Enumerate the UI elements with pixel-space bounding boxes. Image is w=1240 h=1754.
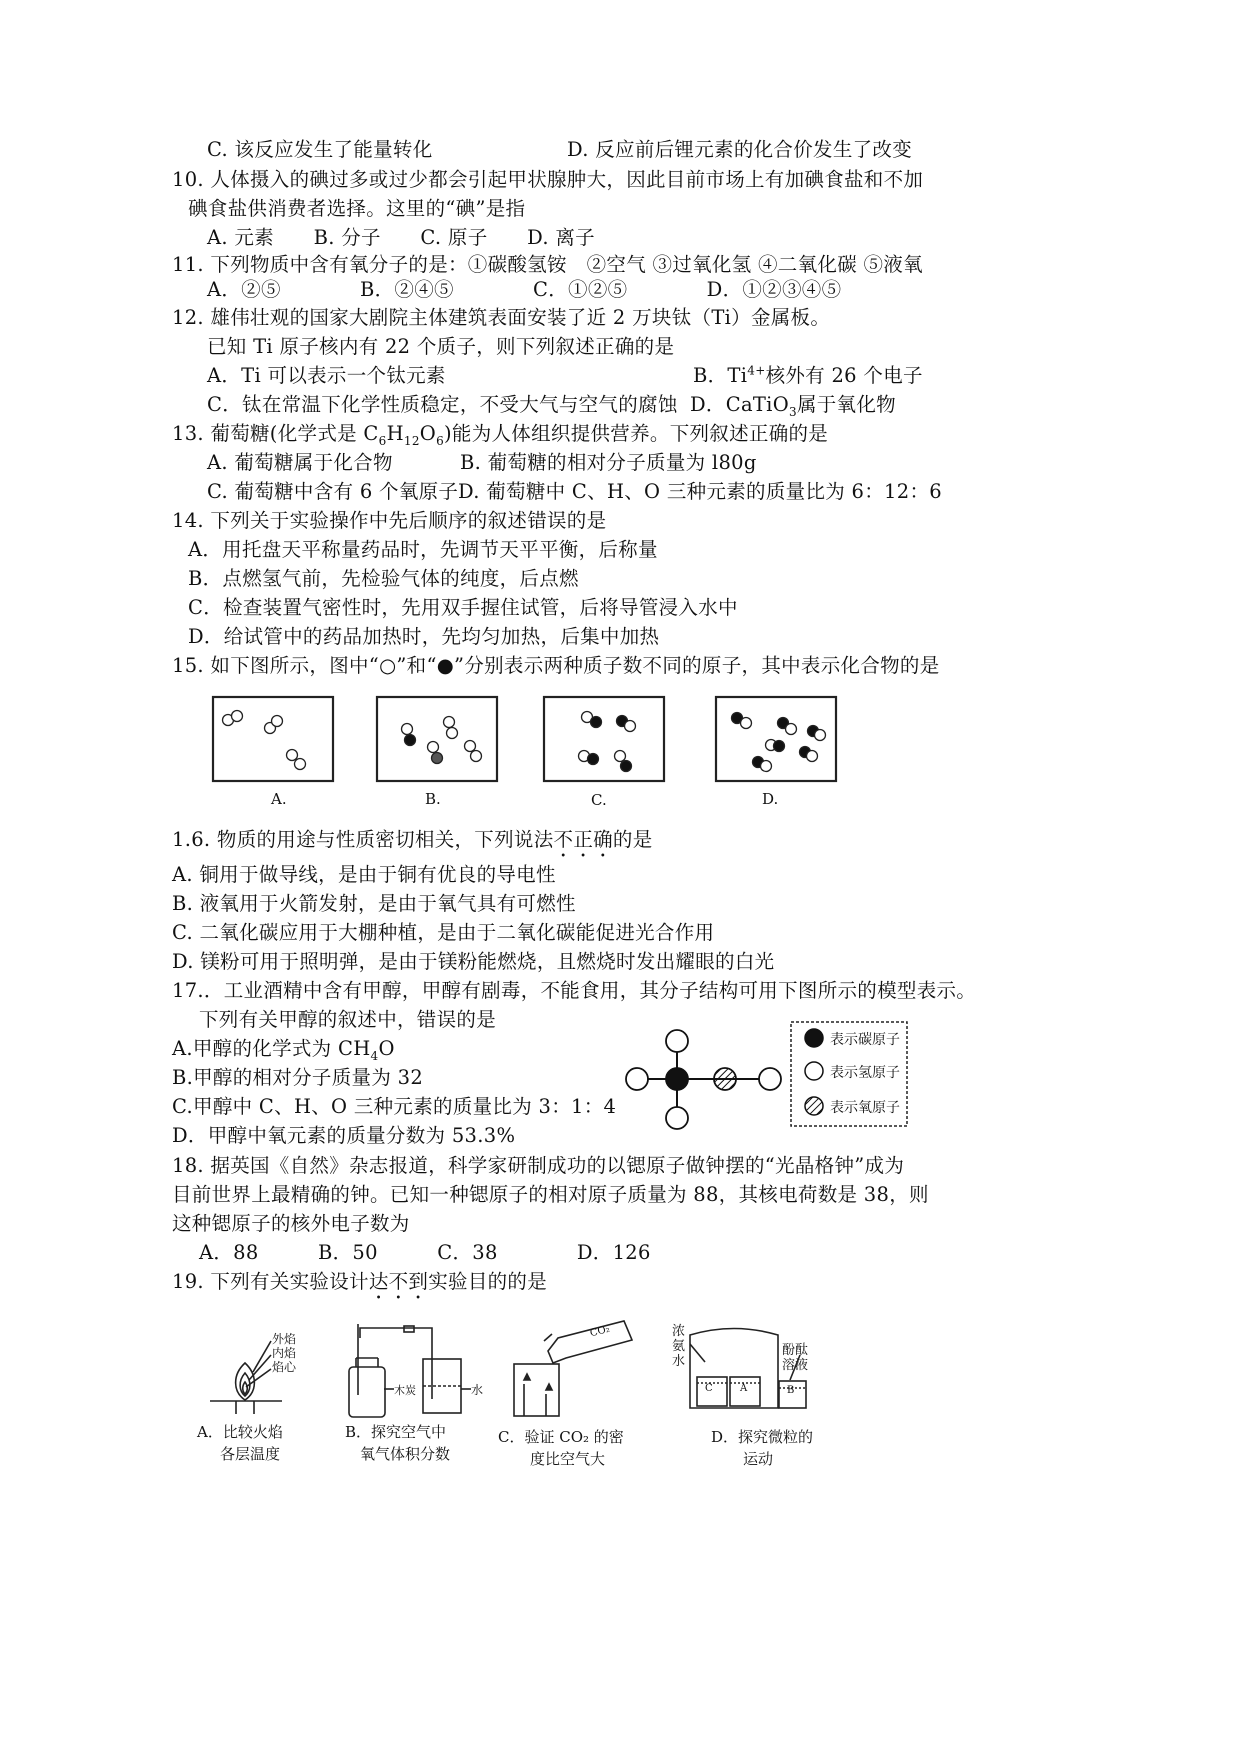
- q19-caption-a-line2: 各层温度: [220, 1445, 281, 1463]
- q19-a-core-label: 焰心: [272, 1360, 297, 1374]
- q18-stem-line3: 这种锶原子的核外电子数为: [172, 1212, 410, 1235]
- q12-option-d: D．CaTiO$_3$属于氧化物: [690, 393, 896, 419]
- legend-oxygen-label: 表示氧原子: [830, 1100, 900, 1116]
- q19-a-outer-flame-label: 外焰: [272, 1332, 297, 1346]
- q19-stem: 19. 下列有关实验设计达不到实验目的的是: [172, 1270, 548, 1293]
- q16-option-b: B. 液氧用于火箭发射，是由于氧气具有可燃性: [172, 892, 576, 915]
- q19-caption-d-line1: D．探究微粒的: [711, 1428, 814, 1446]
- q19-d-beaker-c-label: C: [705, 1383, 713, 1394]
- q19-a-inner-flame-label: 内焰: [272, 1346, 297, 1360]
- q19-b-water-label: 水: [471, 1383, 484, 1397]
- legend-hydrogen-label: 表示氢原子: [830, 1065, 900, 1081]
- q14-stem: 14. 下列关于实验操作中先后顺序的叙述错误的是: [172, 509, 607, 532]
- q15-stem: 15. 如下图所示，图中“○”和“●”分别表示两种质子数不同的原子，其中表示化合物的是: [172, 654, 940, 677]
- q19-d-beaker-a-label: A: [740, 1383, 748, 1394]
- q17-stem-line1: 17.．工业酒精中含有甲醇，甲醇有剧毒，不能食用，其分子结构可用下图所示的模型表示。: [172, 979, 977, 1002]
- q17-option-c: C.甲醇中 C、H、O 三种元素的质量比为 3：1：4: [172, 1095, 617, 1118]
- q15-label-a: A.: [271, 790, 287, 808]
- q12-stem-line1: 12. 雄伟壮观的国家大剧院主体建筑表面安装了近 2 万块钛（Ti）金属板。: [172, 306, 831, 329]
- q16-stem: 1.6. 物质的用途与性质密切相关，下列说法不正确的是: [172, 828, 653, 851]
- q12-option-c: C．钛在常温下化学性质稳定，不受大气与空气的腐蚀: [207, 393, 678, 416]
- q19-c-apparatus: [514, 1321, 632, 1416]
- q19-d-ammonia-label: 浓 氨 水: [672, 1324, 686, 1369]
- q17-stem-line2: 下列有关甲醇的叙述中，错误的是: [199, 1008, 497, 1031]
- q10-options: A. 元素 B. 分子 C. 原子 D. 离子: [207, 226, 595, 249]
- q13-option-a: A. 葡萄糖属于化合物: [207, 451, 393, 474]
- q9-option-d: D. 反应前后锂元素的化合价发生了改变: [567, 138, 913, 161]
- q12-option-b: B．$Ti^{4+}$核外有 26 个电子: [693, 363, 923, 387]
- q19-caption-b-line2: 氧气体积分数: [360, 1445, 451, 1463]
- q13-option-b: B. 葡萄糖的相对分子质量为 l80g: [460, 451, 757, 474]
- q14-option-b: B．点燃氢气前，先检验气体的纯度，后点燃: [188, 567, 579, 590]
- q9-option-c: C. 该反应发生了能量转化: [207, 138, 433, 161]
- q17-option-d: D．甲醇中氧元素的质量分数为 53.3%: [172, 1124, 516, 1147]
- q12-stem-line2: 已知 Ti 原子核内有 22 个质子，则下列叙述正确的是: [207, 335, 675, 358]
- q15-label-b: B.: [425, 790, 441, 808]
- q10-stem-line1: 10. 人体摄入的碘过多或过少都会引起甲状腺肿大，因此目前市场上有加碘食盐和不加: [172, 168, 924, 191]
- q19-caption-c-line2: 度比空气大: [530, 1450, 606, 1468]
- q13-option-c: C. 葡萄糖中含有 6 个氧原子: [207, 480, 459, 503]
- q19-caption-c-line1: C．验证 CO₂ 的密: [498, 1428, 624, 1446]
- q14-option-a: A．用托盘天平称量药品时，先调节天平平衡，后称量: [188, 538, 658, 561]
- legend-carbon-label: 表示碳原子: [830, 1032, 900, 1048]
- q19-b-charcoal-label: 木炭: [394, 1384, 416, 1397]
- q18-stem-line2: 目前世界上最精确的钟。已知一种锶原子的相对原子质量为 88，其核电荷数是 38，则: [172, 1183, 929, 1206]
- q19-d-phenolphthalein-label: 酚酞 溶液: [782, 1343, 809, 1373]
- q19-b-apparatus: [349, 1324, 471, 1417]
- q16-option-c: C. 二氧化碳应用于大棚种植，是由于二氧化碳能促进光合作用: [172, 921, 715, 944]
- q11-options: A．②⑤ B．②④⑤ C．①②⑤ D．①②③④⑤: [207, 278, 842, 301]
- q14-option-d: D．给试管中的药品加热时，先均匀加热，后集中加热: [188, 625, 660, 648]
- q11-stem: 11. 下列物质中含有氧分子的是：①碳酸氢铵 ②空气 ③过氧化氢 ④二氧化碳 ⑤液氧: [172, 253, 923, 276]
- q19-d-beaker-b-label: B: [787, 1385, 795, 1396]
- q10-stem-line2: 碘食盐供消费者选择。这里的“碘”是指: [188, 197, 526, 220]
- q14-option-c: C．检查装置气密性时，先用双手握住试管，后将导管浸入水中: [188, 596, 738, 619]
- q19-c-co2-label: CO₂: [588, 1323, 611, 1340]
- q18-stem-line1: 18. 据英国《自然》杂志报道，科学家研制成功的以锶原子做钟摆的“光晶格钟”成为: [172, 1154, 905, 1177]
- q19-caption-d-line2: 运动: [743, 1450, 774, 1468]
- q19-caption-b-line1: B．探究空气中: [345, 1423, 447, 1441]
- q16-option-a: A. 铜用于做导线，是由于铜有优良的导电性: [172, 863, 556, 886]
- q13-stem: 13. 葡萄糖(化学式是 $C_6H_{12}O_6$)能为人体组织提供营养。下列叙述正确的是: [172, 422, 829, 448]
- q17-option-b: B.甲醇的相对分子质量为 32: [172, 1066, 424, 1089]
- q17-option-a: A.甲醇的化学式为 $CH_4O$: [172, 1037, 395, 1063]
- q12-option-a: A．Ti 可以表示一个钛元素: [207, 364, 446, 387]
- q19-caption-a-line1: A．比较火焰: [197, 1423, 283, 1441]
- q18-options: A．88 B．50 C．38 D．126: [199, 1241, 651, 1264]
- q13-option-d: D. 葡萄糖中 C、H、O 三种元素的质量比为 6：12：6: [458, 480, 942, 503]
- q16-option-d: D. 镁粉可用于照明弹，是由于镁粉能燃烧，且燃烧时发出耀眼的白光: [172, 950, 775, 973]
- q15-label-d: D.: [762, 790, 779, 808]
- q15-label-c: C.: [591, 791, 607, 809]
